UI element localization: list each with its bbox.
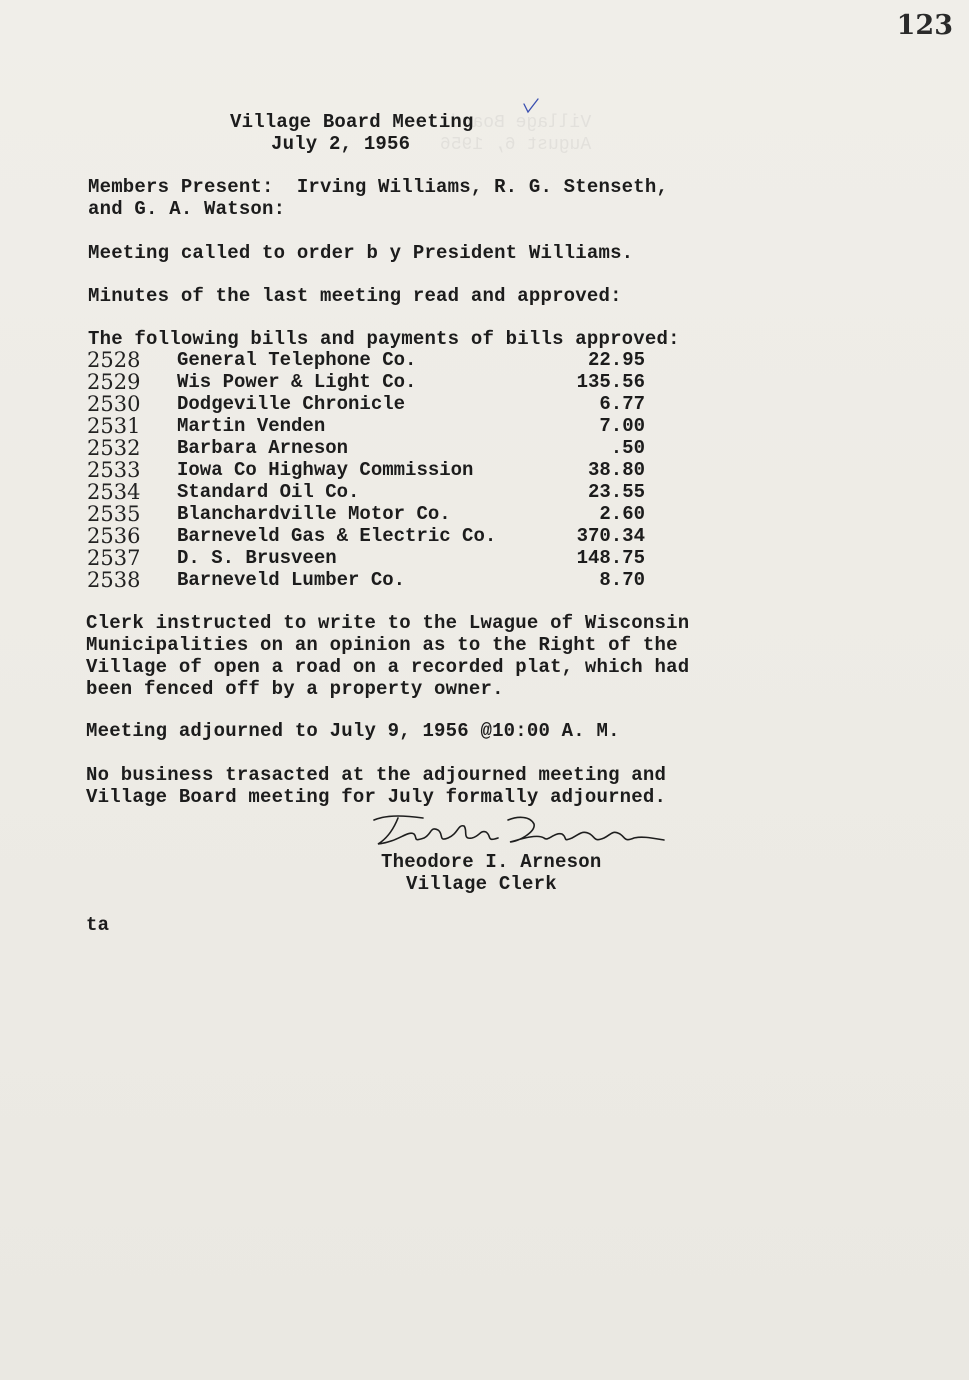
meeting-date: July 2, 1956 (271, 133, 411, 155)
bill-amount: 148.75 (576, 547, 645, 569)
bill-payee: D. S. Brusveen (177, 547, 337, 569)
called-to-order: Meeting called to order b y President Williams. (88, 242, 634, 264)
clerk-instruction-line4: been fenced off by a property owner. (86, 678, 504, 700)
no-business-line2: Village Board meeting for July formally adjourned. (86, 786, 667, 808)
bill-number: 2534 (87, 480, 141, 504)
bill-number: 2536 (87, 524, 141, 548)
bill-amount: 23.55 (587, 481, 645, 503)
bill-number: 2537 (87, 546, 141, 570)
bill-row (87, 459, 687, 481)
checkmark-icon (520, 96, 542, 118)
signature-title: Village Clerk (406, 873, 557, 895)
clerk-instruction-line1: Clerk instructed to write to the Lwague of Wisconsin (86, 612, 690, 634)
bill-number: 2530 (87, 392, 141, 416)
handwritten-signature (368, 808, 668, 854)
bills-intro: The following bills and payments of bills approved: (88, 328, 680, 350)
bill-number: 2528 (87, 348, 141, 372)
bill-payee: Barbara Arneson (177, 437, 349, 459)
bill-payee: Iowa Co Highway Commission (177, 459, 474, 481)
bill-amount: 8.70 (599, 569, 645, 591)
bill-amount: 370.34 (576, 525, 645, 547)
bill-amount: 2.60 (599, 503, 645, 525)
bill-row (87, 415, 687, 437)
page-number: 123 (896, 10, 953, 41)
bill-row (87, 481, 687, 503)
bill-payee: Martin Venden (177, 415, 326, 437)
signature-name: Theodore I. Arneson (381, 851, 602, 873)
bill-amount: 7.00 (599, 415, 645, 437)
bleed-through-texture: Village Board August 6, 1956 (440, 113, 592, 155)
bill-row (87, 393, 687, 415)
bill-payee: General Telephone Co. (177, 349, 417, 371)
meeting-title: Village Board Meeting (230, 111, 474, 133)
bill-row (87, 525, 687, 547)
bill-number: 2532 (87, 436, 141, 460)
minutes-approved: Minutes of the last meeting read and approved: (88, 285, 622, 307)
bill-row (87, 569, 687, 591)
bill-payee: Wis Power & Light Co. (177, 371, 417, 393)
bill-row (87, 437, 687, 459)
bill-payee: Dodgeville Chronicle (177, 393, 406, 415)
bill-payee: Barneveld Gas & Electric Co. (177, 525, 497, 547)
no-business-line1: No business trasacted at the adjourned meeting and (86, 764, 667, 786)
bill-row (87, 371, 687, 393)
clerk-instruction-line3: Village of open a road on a recorded plat, which had (86, 656, 690, 678)
bill-number: 2533 (87, 458, 141, 482)
bill-amount: .50 (610, 437, 645, 459)
bill-number: 2531 (87, 414, 141, 438)
members-present-line1: Members Present: Irving Williams, R. G. Stenseth, (88, 176, 669, 198)
bill-row (87, 503, 687, 525)
members-present-line2: and G. A. Watson: (88, 198, 286, 220)
bill-row (87, 547, 687, 569)
bill-payee: Standard Oil Co. (177, 481, 360, 503)
bill-amount: 38.80 (587, 459, 645, 481)
bill-number: 2535 (87, 502, 141, 526)
bill-number: 2529 (87, 370, 141, 394)
meeting-adjourned: Meeting adjourned to July 9, 1956 @10:00 A. M. (86, 720, 620, 742)
clerk-instruction-line2: Municipalities on an opinion as to the Right of the (86, 634, 678, 656)
bill-amount: 6.77 (599, 393, 645, 415)
bill-row (87, 349, 687, 371)
bill-number: 2538 (87, 568, 141, 592)
bill-amount: 22.95 (587, 349, 645, 371)
bill-payee: Barneveld Lumber Co. (177, 569, 406, 591)
bill-amount: 135.56 (576, 371, 645, 393)
bill-payee: Blanchardville Motor Co. (177, 503, 451, 525)
typist-initials: ta (86, 914, 110, 936)
